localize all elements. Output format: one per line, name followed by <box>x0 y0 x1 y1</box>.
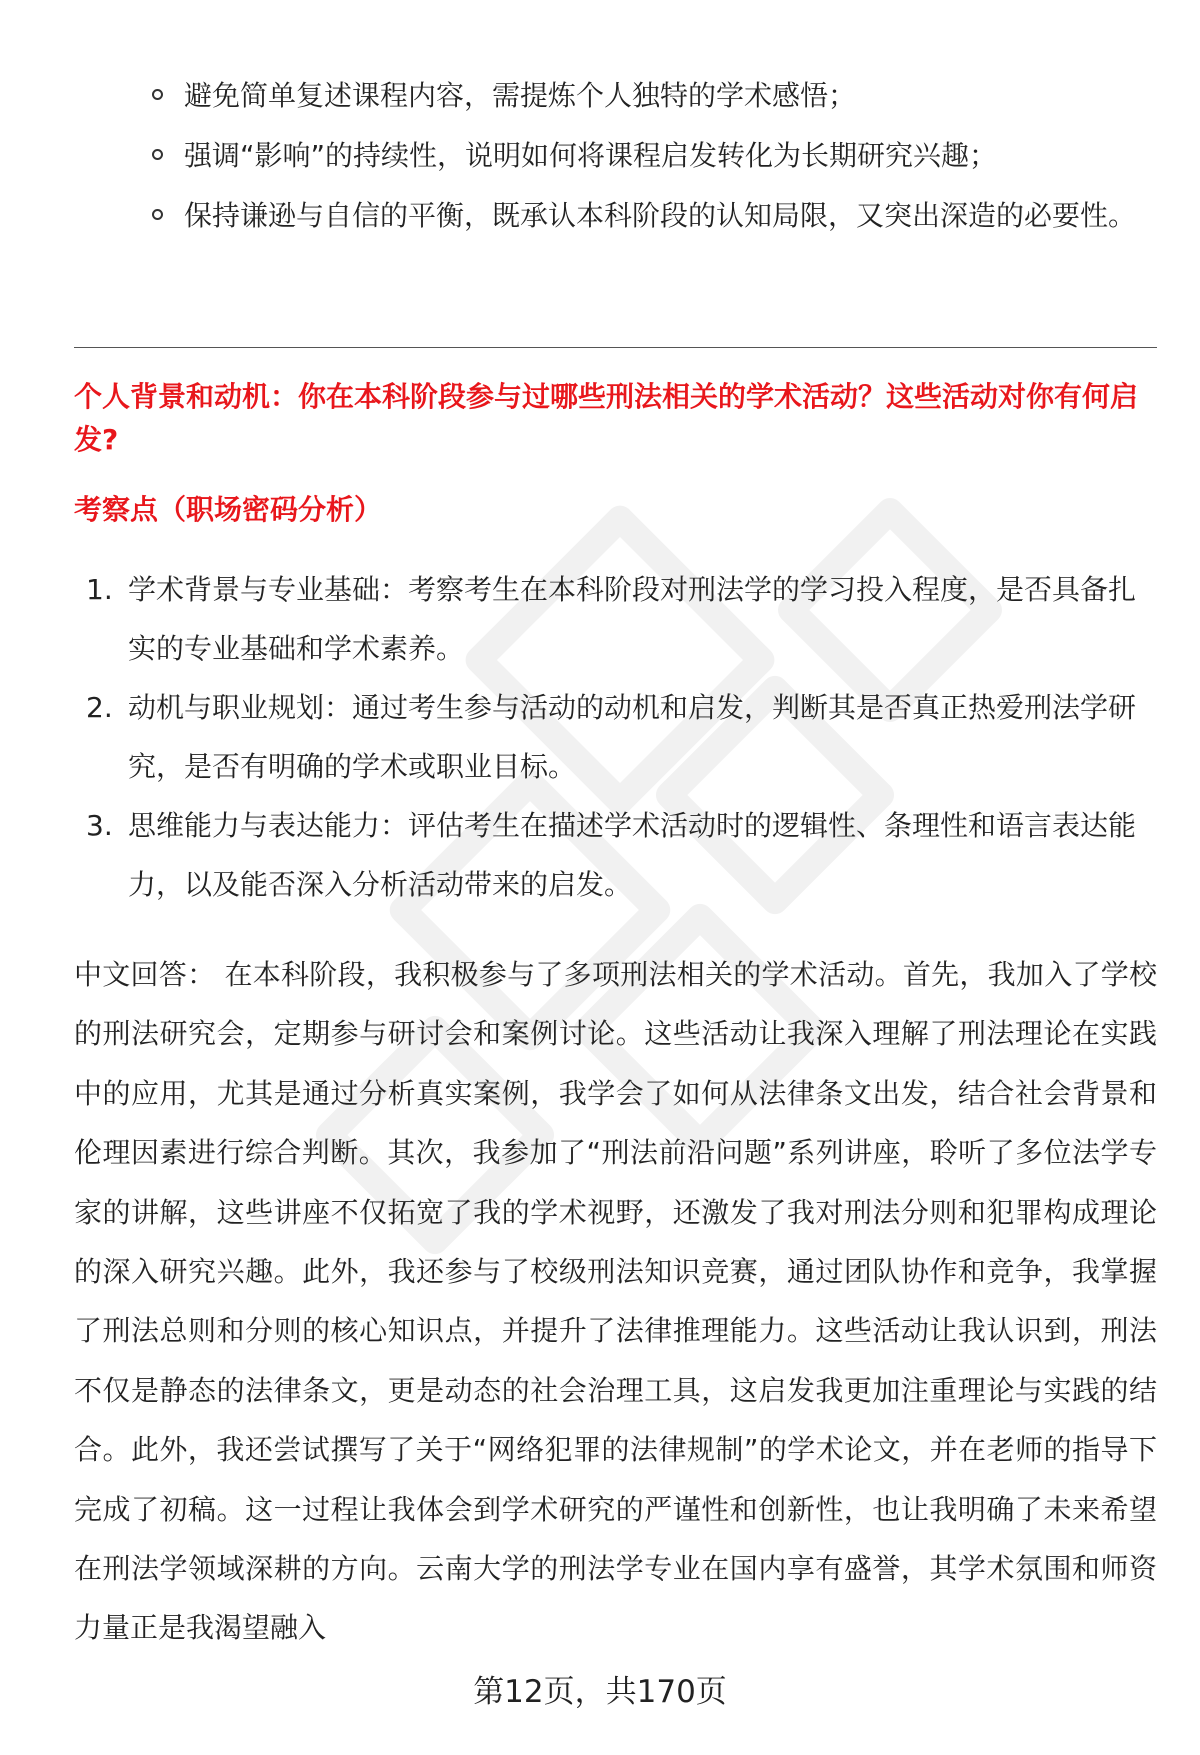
tips-list-item <box>148 186 1138 246</box>
assessment-point <box>74 560 1154 678</box>
answer-paragraph: 中文回答： 在本科阶段，我积极参与了多项刑法相关的学术活动。首先，我加入了学校的刑法研究会，定期参与研讨会和案例讨论。这些活动让我深入理解了刑法理论在实践中的应用，尤其是通过分析真实案例，我学会了如何从法律条文出发，结合社会背景和伦理因素进行综合判断。其次，我参加了“刑法前沿问题”系列讲座，聆听了多位法学专家的讲解，这些讲座不仅拓宽了我的学术视野，还激发了我对刑法分则和犯罪构成理论的深入研究兴趣。此外，我还参与了校级刑法知识竞赛，通过团队协作和竞争，我掌握了刑法总则和分则的核心知识点，并提升了法律推理能力。这些活动让我认识到，刑法不仅是静态的法律条文，更是动态的社会治理工具，这启发我更加注重理论与实践的结合。此外，我还尝试撰写了关于“网络犯罪的法律规制”的学术论文，并在老师的指导下完成了初稿。这一过程让我体会到学术研究的严谨性和创新性，也让我明确了未来希望在刑法学领域深耕的方向。云南大学的刑法学专业在国内享有盛誉，其学术氛围和师资力量正是我渴望融入 <box>74 958 1157 1645</box>
point-number: 1. <box>86 573 113 606</box>
page-number-footer: 第12页，共170页 <box>473 1674 727 1710</box>
tips-list <box>148 66 1138 246</box>
point-number: 2. <box>86 691 113 724</box>
hollow-bullet-icon <box>152 149 163 160</box>
point-number: 3. <box>86 809 113 842</box>
assessment-point <box>74 678 1154 796</box>
tips-list-item <box>148 66 1138 126</box>
hollow-bullet-icon <box>152 89 163 100</box>
assessment-points-list <box>74 560 1154 914</box>
point-text: 思维能力与表达能力：评估考生在描述学术活动时的逻辑性、条理性和语言表达能力，以及能否深入分析活动带来的启发。 <box>128 809 1137 901</box>
tips-list-item <box>148 126 1138 186</box>
point-text: 动机与职业规划：通过考生参与活动的动机和启发，判断其是否真正热爱刑法学研究，是否有明确的学术或职业目标。 <box>128 691 1137 783</box>
tips-list-item-text: 避免简单复述课程内容，需提炼个人独特的学术感悟； <box>184 79 857 112</box>
point-text: 学术背景与专业基础：考察考生在本科阶段对刑法学的学习投入程度，是否具备扎实的专业基础和学术素养。 <box>128 573 1137 665</box>
tips-list-item-text: 强调“影响”的持续性，说明如何将课程启发转化为长期研究兴趣； <box>184 139 998 172</box>
section-divider <box>74 347 1157 348</box>
assessment-point <box>74 796 1154 914</box>
hollow-bullet-icon <box>152 209 163 220</box>
tips-list-item-text: 保持谦逊与自信的平衡，既承认本科阶段的认知局限，又突出深造的必要性。 <box>184 199 1137 232</box>
assessment-points-heading: 考察点（职场密码分析） <box>74 493 383 526</box>
question-heading: 个人背景和动机：你在本科阶段参与过哪些刑法相关的学术活动？这些活动对你有何启发? <box>74 380 1139 456</box>
